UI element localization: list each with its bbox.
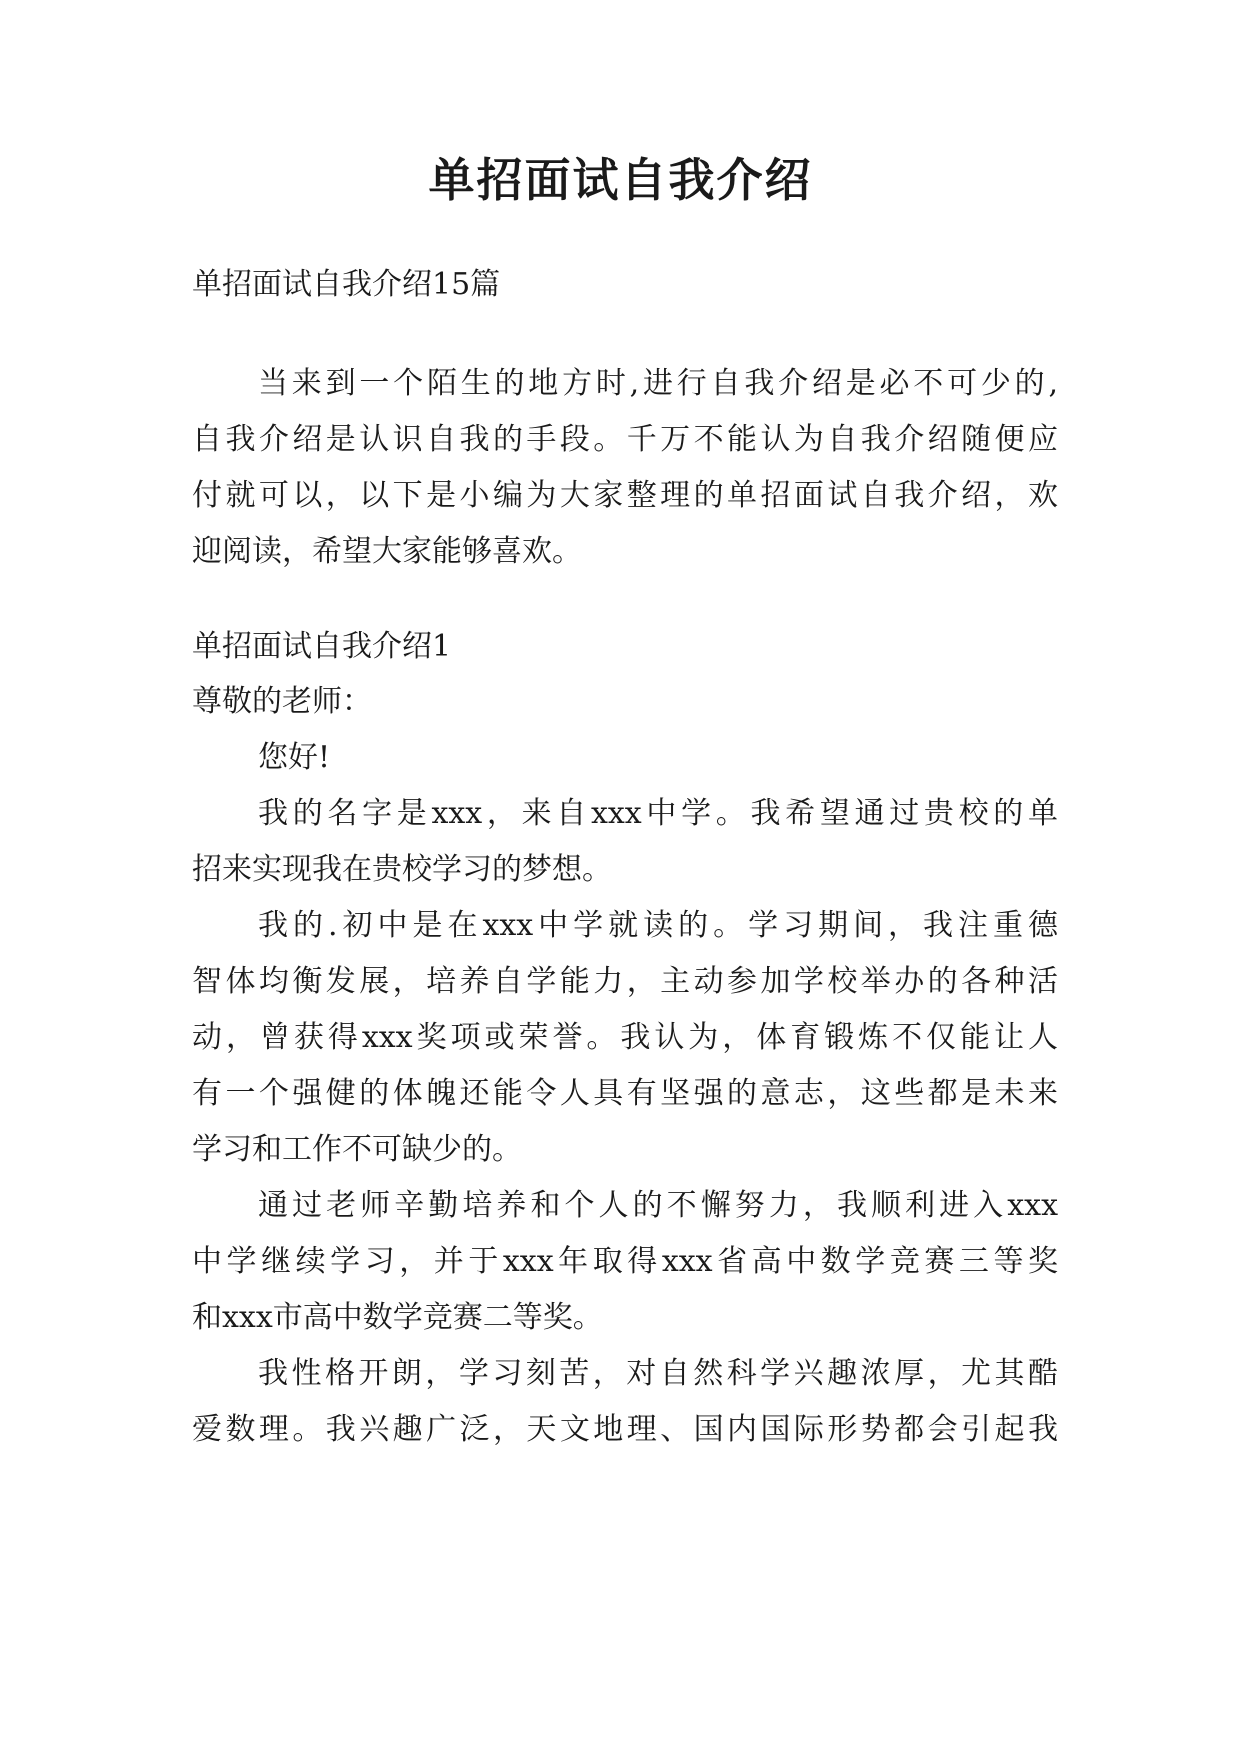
body-line: 通过老师辛勤培养和个人的不懈努力，我顺利进入xxx — [258, 1188, 1058, 1223]
body-line: 有一个强健的体魄还能令人具有坚强的意志，这些都是未来 — [192, 1076, 1058, 1111]
document-title: 单招面试自我介绍 — [428, 153, 813, 207]
body-line: 中学继续学习，并于xxx年取得xxx省高中数学竞赛三等奖 — [192, 1244, 1058, 1279]
salutation: 尊敬的老师： — [192, 684, 372, 719]
document-subtitle: 单招面试自我介绍15篇 — [192, 267, 501, 302]
body-line: 智体均衡发展，培养自学能力，主动参加学校举办的各种活 — [192, 964, 1058, 999]
greeting: 您好! — [258, 740, 331, 775]
intro-line: 自我介绍是认识自我的手段。千万不能认为自我介绍随便应 — [192, 422, 1058, 457]
body-line: 我的名字是xxx，来自xxx中学。我希望通过贵校的单 — [258, 796, 1058, 831]
intro-line: 当来到一个陌生的地方时,进行自我介绍是必不可少的, — [258, 366, 1058, 401]
body-line: 动，曾获得xxx奖项或荣誉。我认为，体育锻炼不仅能让人 — [192, 1020, 1058, 1055]
body-line: 和xxx市高中数学竞赛二等奖。 — [192, 1300, 603, 1335]
intro-line: 付就可以，以下是小编为大家整理的单招面试自我介绍，欢 — [192, 478, 1058, 513]
body-line: 招来实现我在贵校学习的梦想。 — [192, 852, 612, 887]
body-line: 我性格开朗，学习刻苦，对自然科学兴趣浓厚，尤其酷 — [258, 1356, 1058, 1391]
body-line: 我的.初中是在xxx中学就读的。学习期间，我注重德 — [258, 908, 1058, 943]
body-line: 学习和工作不可缺少的。 — [192, 1132, 522, 1167]
section-heading: 单招面试自我介绍1 — [192, 629, 452, 664]
body-line: 爱数理。我兴趣广泛，天文地理、国内国际形势都会引起我 — [192, 1412, 1058, 1447]
intro-line: 迎阅读，希望大家能够喜欢。 — [192, 534, 582, 569]
